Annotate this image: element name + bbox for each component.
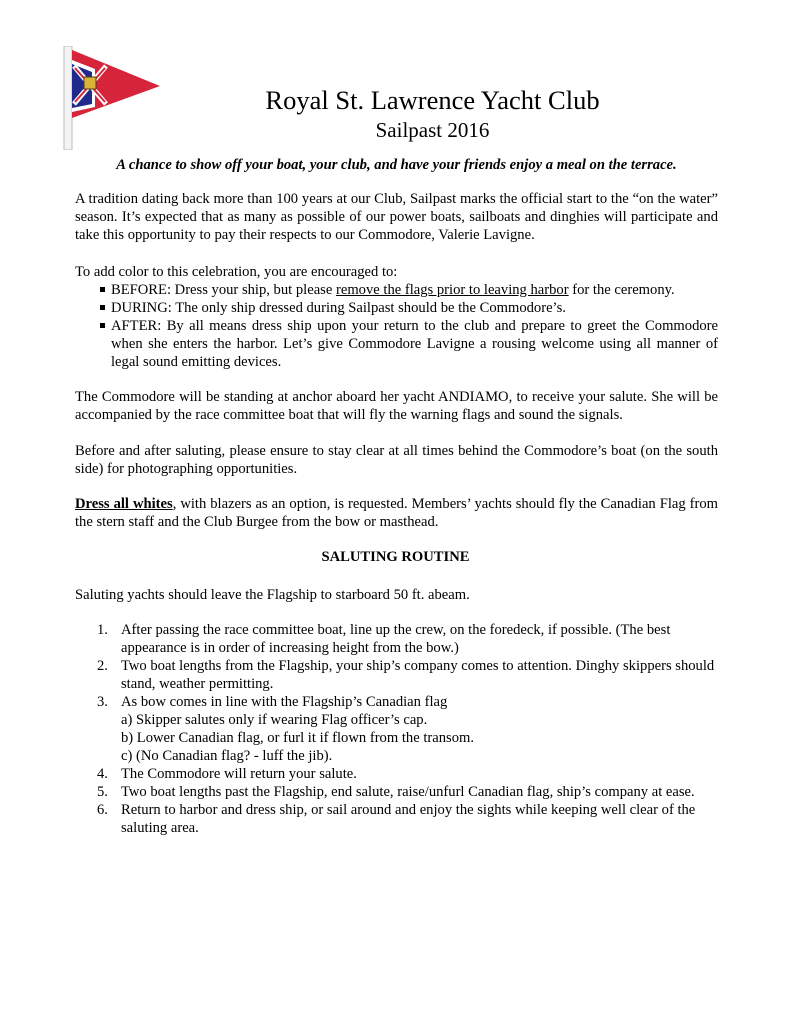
step-text: Two boat lengths from the Flagship, your ship’s company comes to attention. Dinghy skippers should stand, weather permitting. [121,658,715,692]
list-item: BEFORE: Dress your ship, but please remove the flags prior to leaving harbor for the ceremony. [99,281,718,299]
step-subitem: b) Lower Canadian flag, or furl it if flown from the transom. [121,730,474,746]
step-number: 1. [97,622,108,638]
step-text: Return to harbor and dress ship, or sail around and enjoy the sights while keeping well clear of the saluting area. [121,802,696,836]
list-item [75,801,718,837]
clearance-paragraph: Before and after saluting, please ensure to stay clear at all times behind the Commodore’s boat (on the south side) for photographing opportunities. [75,443,718,477]
page-title: Royal St. Lawrence Yacht Club [265,85,600,115]
tagline: A chance to show off your boat, your club, and have your friends enjoy a meal on the terrace. [116,157,677,173]
list-item [75,621,718,657]
section-heading: SALUTING ROUTINE [321,549,470,565]
encourage-list [99,281,718,371]
list-item [75,783,718,801]
step-text: After passing the race committee boat, line up the crew, on the foredeck, if possible. (The best appearance is in order of increasing height from the bow.) [121,622,671,656]
anchor-paragraph: The Commodore will be standing at anchor aboard her yacht ANDIAMO, to receive your salute. She will be accompanied by the race committee boat that will fly the warning flags and sound the signals. [75,389,718,423]
dress-paragraph: Dress all whites, with blazers as an option, is requested. Members’ yachts should fly the Canadian Flag from the stern staff and the Club Burgee from the bow or masthead. [75,496,718,530]
list-item [75,693,718,765]
step-subitem: c) (No Canadian flag? - luff the jib). [121,748,333,764]
encourage-lead: To add color to this celebration, you are encouraged to: [75,264,398,280]
step-number: 4. [97,766,108,782]
list-item [75,657,718,693]
saluting-steps-list [75,621,718,837]
step-number: 5. [97,784,108,800]
step-text: The Commodore will return your salute. [121,766,357,782]
step-subitem: a) Skipper salutes only if wearing Flag officer’s cap. [121,712,428,728]
list-item [75,765,718,783]
page-subtitle: Sailpast 2016 [375,118,490,142]
step-number: 6. [97,802,108,818]
bullet-square-icon [100,323,105,328]
step-number: 2. [97,658,108,674]
intro-paragraph: A tradition dating back more than 100 years at our Club, Sailpast marks the official start to the “on the water” season. It’s expected that as many as possible of our power boats, sailboats and dinghies will participate and take this opportunity to pay their respects to our Commodore, Valerie Lavigne. [75,191,718,243]
bullet-square-icon [100,287,105,292]
step-text: As bow comes in line with the Flagship’s Canadian flag [121,694,448,710]
bullet-square-icon [100,305,105,310]
list-item: AFTER: By all means dress ship upon your return to the club and prepare to greet the Commodore when she enters the harbor. Let’s give Commodore Lavigne a rousing welcome using all manner of legal sound emitting devices. [99,317,718,371]
dress-code-emphasis: Dress all whites [75,496,173,512]
step-text: Two boat lengths past the Flagship, end salute, raise/unfurl Canadian flag, ship’s company at ease. [121,784,695,800]
routine-lead: Saluting yachts should leave the Flagship to starboard 50 ft. abeam. [75,587,470,603]
underlined-instruction: remove the flags prior to leaving harbor [335,282,569,298]
step-number: 3. [97,694,108,710]
list-item: DURING: The only ship dressed during Sailpast should be the Commodore’s. [99,299,718,317]
